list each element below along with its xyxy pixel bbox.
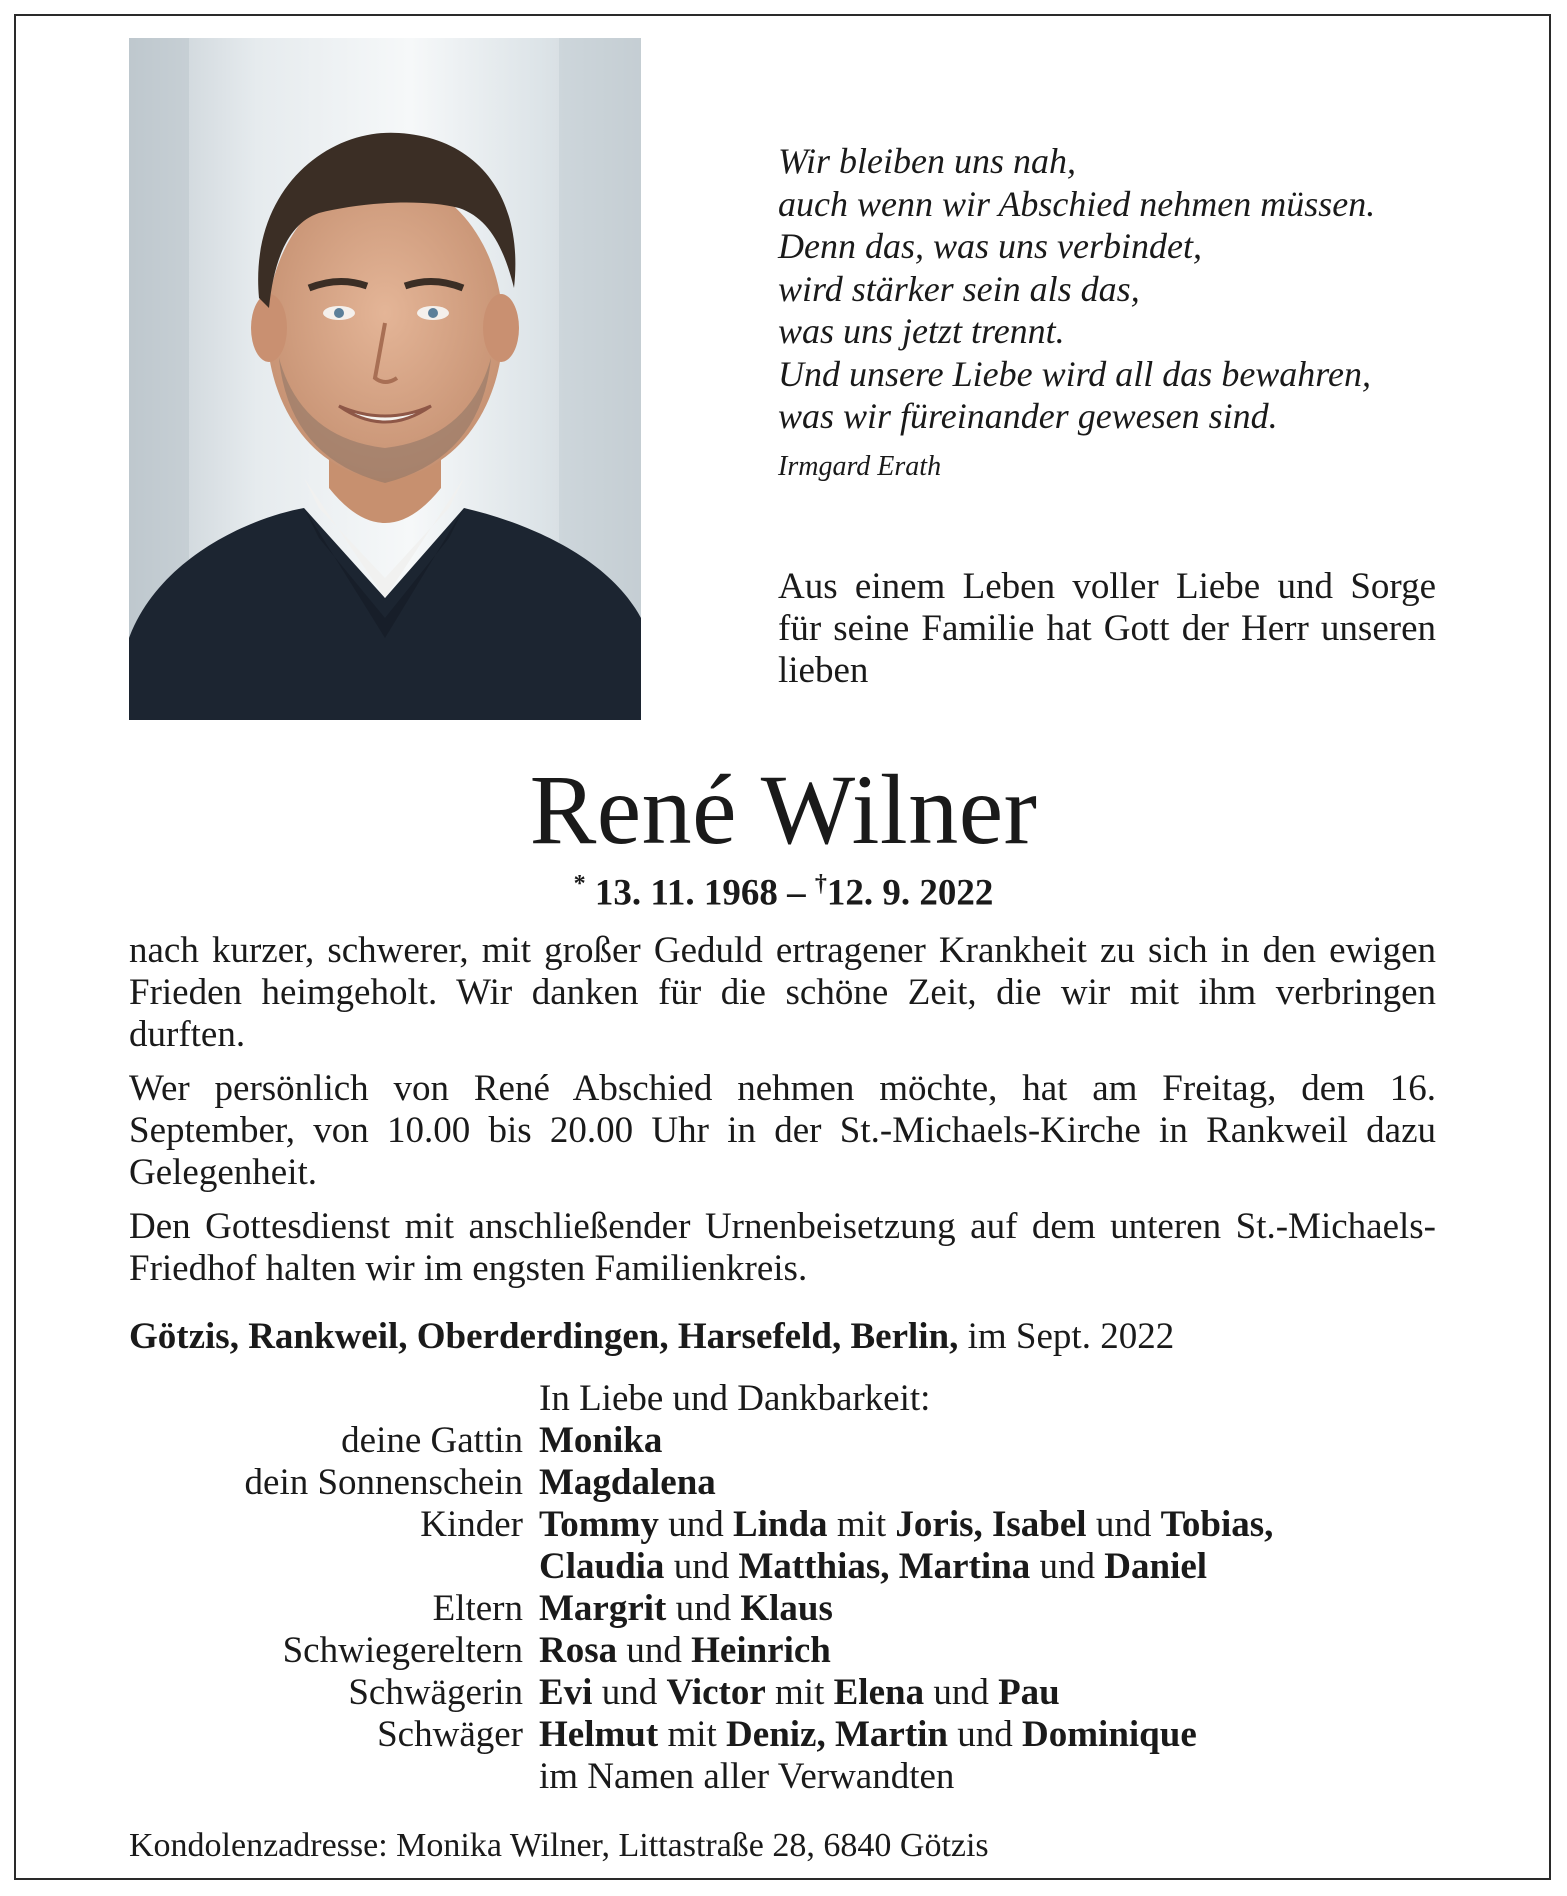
family-connector: mit <box>765 1672 834 1713</box>
portrait-illustration <box>129 38 641 720</box>
family-members <box>539 1672 1449 1714</box>
family-connector: mit <box>827 1504 896 1545</box>
life-dates <box>0 862 1567 915</box>
family-relation-label: Schwiegereltern <box>282 1630 523 1671</box>
family-heading-row <box>129 1378 1449 1420</box>
family-members <box>539 1588 1449 1630</box>
family-heading: In Liebe und Dankbarkeit: <box>539 1378 931 1419</box>
family-relation-label: Schwäger <box>377 1714 523 1755</box>
family-rows <box>129 1420 1449 1798</box>
poem-line: Denn das, was uns verbindet, <box>778 226 1202 266</box>
family-relation-label: Kinder <box>420 1504 523 1545</box>
paragraph: Wer persönlich von René Abschied nehmen möchte, hat am Freitag, dem 16. September, von 10.00 bis 20.00 Uhr in der St.-Michaels-Kirche in Rankweil dazu Gelegenheit. <box>129 1068 1436 1193</box>
family-list <box>129 1378 1449 1798</box>
family-member-name: Linda <box>732 1504 828 1545</box>
family-row <box>129 1714 1449 1756</box>
family-member-name: Heinrich <box>691 1630 831 1671</box>
family-connector: und <box>658 1504 733 1545</box>
family-row <box>129 1546 1449 1588</box>
family-member-name: Helmut <box>539 1714 659 1755</box>
death-mark: † <box>814 871 827 897</box>
family-members <box>539 1420 1449 1462</box>
family-member-name: Pau <box>998 1672 1060 1713</box>
poem-line: was uns jetzt trennt. <box>778 311 1065 351</box>
family-member-name: Elena <box>833 1672 925 1713</box>
family-connector: und <box>1086 1504 1161 1545</box>
family-relation-label: deine Gattin <box>341 1420 523 1461</box>
poem-author: Irmgard Erath <box>778 450 942 482</box>
family-member-name: Klaus <box>740 1588 833 1629</box>
paragraph: nach kurzer, schwerer, mit großer Geduld ertragener Krankheit zu sich in den ewigen Frieden heimgeholt. Wir danken für die schöne Zeit, die wir mit ihm verbringen durften. <box>129 930 1436 1055</box>
family-row <box>129 1462 1449 1504</box>
family-member-name: Joris, Isabel <box>895 1504 1087 1545</box>
poem-line: Wir bleiben uns nah, <box>778 141 1076 181</box>
places-names: Götzis, Rankweil, Oberderdingen, Harsefeld, Berlin, <box>129 1316 959 1357</box>
family-connector: und <box>948 1714 1022 1755</box>
deceased-name: René Wilner <box>529 754 1038 865</box>
family-row <box>129 1504 1449 1546</box>
family-members <box>539 1462 1449 1504</box>
family-members <box>539 1546 1449 1588</box>
family-connector: im Namen aller Verwandten <box>539 1756 955 1797</box>
portrait-photo <box>129 38 641 720</box>
family-row <box>129 1630 1449 1672</box>
poem-line: wird stärker sein als das, <box>778 268 1140 309</box>
birth-mark: * <box>573 871 586 897</box>
family-relation-label: dein Sonnenschein <box>244 1462 523 1503</box>
places-date: im Sept. 2022 <box>967 1316 1175 1357</box>
date-separator: – <box>787 872 806 914</box>
family-member-name: Tommy <box>539 1504 659 1545</box>
family-member-name: Monika <box>539 1420 663 1461</box>
family-member-name: Rosa <box>539 1630 618 1671</box>
intro-text: Aus einem Leben voller Liebe und Sorge für seine Familie hat Gott der Herr unseren lieben <box>778 566 1436 691</box>
family-connector: und <box>924 1672 999 1713</box>
family-connector: und <box>666 1588 741 1629</box>
family-connector: und <box>1030 1546 1105 1587</box>
birth-date: 13. 11. 1968 <box>594 872 778 914</box>
family-members <box>539 1756 1449 1798</box>
death-date: 12. 9. 2022 <box>826 872 994 914</box>
family-member-name: Margrit <box>539 1588 667 1629</box>
family-member-name: Victor <box>666 1672 766 1713</box>
family-connector: und <box>617 1630 692 1671</box>
places-line <box>129 1315 1449 1359</box>
poem-line: Und unsere Liebe wird all das bewahren, <box>778 353 1371 394</box>
family-member-name: Magdalena <box>539 1462 716 1503</box>
family-member-name: Evi <box>539 1672 593 1713</box>
family-members <box>539 1630 1449 1672</box>
family-relation-label: Eltern <box>432 1588 523 1629</box>
family-member-name: Matthias, Martina <box>738 1546 1031 1587</box>
condolence-address: Kondolenzadresse: Monika Wilner, Littastraße 28, 6840 Götzis <box>129 1827 989 1864</box>
poem-line: was wir füreinander gewesen sind. <box>778 396 1278 436</box>
announcement-body <box>129 930 1436 1302</box>
family-member-name: Dominique <box>1022 1714 1197 1755</box>
family-member-name: Claudia <box>539 1546 665 1587</box>
family-member-name: Deniz, Martin <box>726 1714 948 1755</box>
family-member-name: Daniel <box>1104 1546 1208 1587</box>
family-members <box>539 1504 1449 1546</box>
family-row <box>129 1756 1449 1798</box>
family-relation-label: Schwägerin <box>348 1672 523 1713</box>
family-connector: und <box>592 1672 667 1713</box>
family-row <box>129 1588 1449 1630</box>
family-member-name: Tobias, <box>1160 1504 1274 1545</box>
family-connector: mit <box>658 1714 727 1755</box>
family-connector: und <box>664 1546 739 1587</box>
paragraph: Den Gottesdienst mit anschließender Urnenbeisetzung auf dem unteren St.-Michaels-Friedhof halten wir im engsten Familienkreis. <box>129 1206 1436 1289</box>
family-row <box>129 1672 1449 1714</box>
family-members <box>539 1714 1449 1756</box>
poem-line: auch wenn wir Abschied nehmen müssen. <box>778 183 1376 224</box>
poem <box>778 140 1458 484</box>
family-row <box>129 1420 1449 1462</box>
